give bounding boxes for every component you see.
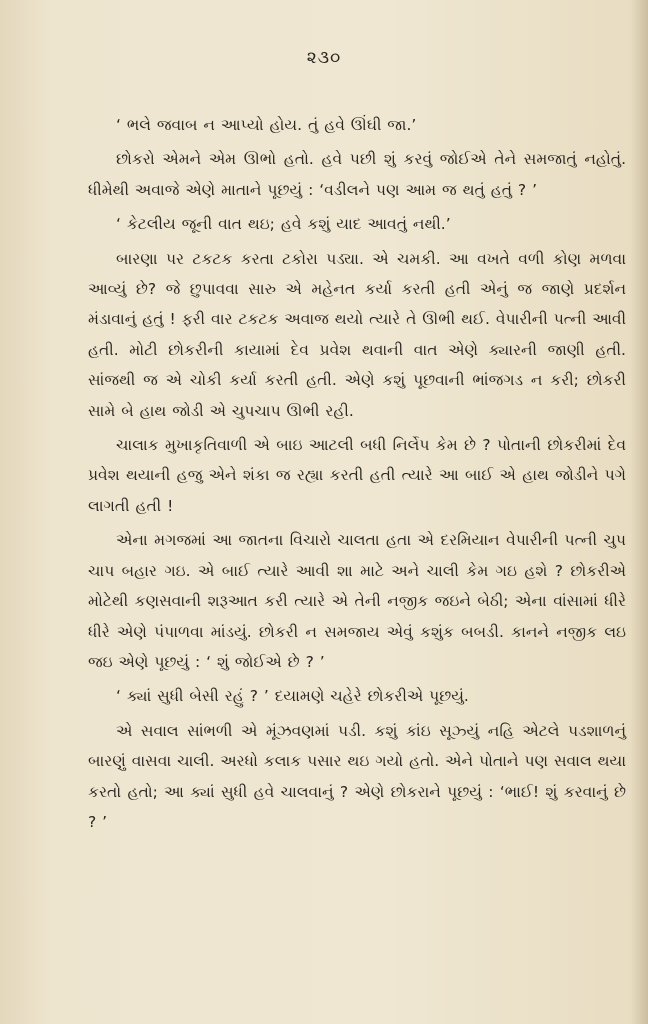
paragraph: એ સવાલ સાંભળી એ મૂંઝવણમાં પડી. કશું કાંઇ સૂઝ્યું નહિ એટલે પડશાળનું બારણું વાસવા ચાલી. અરધો કલાક પસાર થઇ ગયો હતો. એને પોતાને પણ સવાલ થયા કરતો હતો; આ ક્યાં સુધી હવે ચાલવાનું ? એણે છોકરાને પૂછયું : ‘ભાઈ! શું કરવાનું છે ? ’ bbox=[88, 721, 626, 831]
paragraph: છોકરો એમને એમ ઊભો હતો. હવે પછી શું કરવું જોઈએ તેને સમજાતું નહોતું. ધીમેથી અવાજે એણે માતાને પૂછયું : ‘વડીલને પણ આમ જ થતું હતું ? ’ bbox=[88, 150, 626, 199]
page-number: ૨૩૦ bbox=[306, 48, 342, 68]
paragraph: બારણા પર ટકટક કરતા ટકોરા પડ્યા. એ ચમકી. આ વખતે વળી કોણ મળવા આવ્યું છે? જે છુપાવવા સારુ એ મહેનત કર્યા કરતી હતી એનું જ જાણે પ્રદર્શન મંડાવાનું હતું ! ફરી વાર ટકટક અવાજ થયો ત્યારે તે ઊભી થઈ. વેપારીની પત્ની આવી હતી. મોટી છોકરીની કાયામાં દેવ પ્રવેશ થવાની વાત એણે ક્યારની જાણી હતી. સાંજથી જ એ ચોકી કર્યા કરતી હતી. એણે કશું પૂછવાની ભાંજગડ ન કરી; છોકરી સામે બે હાથ જોડી એ ચુપચાપ ઊભી રહી. bbox=[88, 249, 626, 420]
body-text bbox=[88, 110, 626, 837]
paragraph: ‘ ભલે જવાબ ન આપ્યો હોય. તું હવે ઊંઘી જા.’ bbox=[116, 116, 417, 134]
paragraph: ચાલાક મુખાકૃતિવાળી એ બાઇ આટલી બધી નિર્લેપ કેમ છે ? પોતાની છોકરીમાં દેવ પ્રવેશ થયાની હજુ એને શંકા જ રહ્યા કરતી હતી ત્યારે આ બાઈ એ હાથ જોડીને પગે લાગતી હતી ! bbox=[88, 436, 626, 515]
paragraph: એના મગજમાં આ જાતના વિચારો ચાલતા હતા એ દરમિયાન વેપારીની પત્ની ચુપ ચાપ બહાર ગઇ. એ બાઈ ત્યારે આવી શા માટે અને ચાલી કેમ ગઇ હશે ? છોકરીએ મોટેથી કણસવાની શરૂઆત કરી ત્યારે એ તેની નજીક જઇને બેઠી; એના વાંસામાં ધીરે ધીરે એણે પંપાળવા માંડયું. છોકરી ન સમજાય એવું કશુંક બબડી. કાનને નજીક લઇ જઇ એણે પૂછયું : ‘ શું જોઈએ છે ? ’ bbox=[88, 531, 626, 671]
page-edge-shadow bbox=[630, 0, 648, 1024]
paragraph: ‘ ક્યાં સુધી બેસી રહું ? ’ દયામણે ચહેરે છોકરીએ પૂછયું. bbox=[116, 687, 469, 706]
paragraph: ‘ કેટલીય જૂની વાત થઇ; હવે કશું યાદ આવતું નથી.’ bbox=[116, 215, 451, 234]
